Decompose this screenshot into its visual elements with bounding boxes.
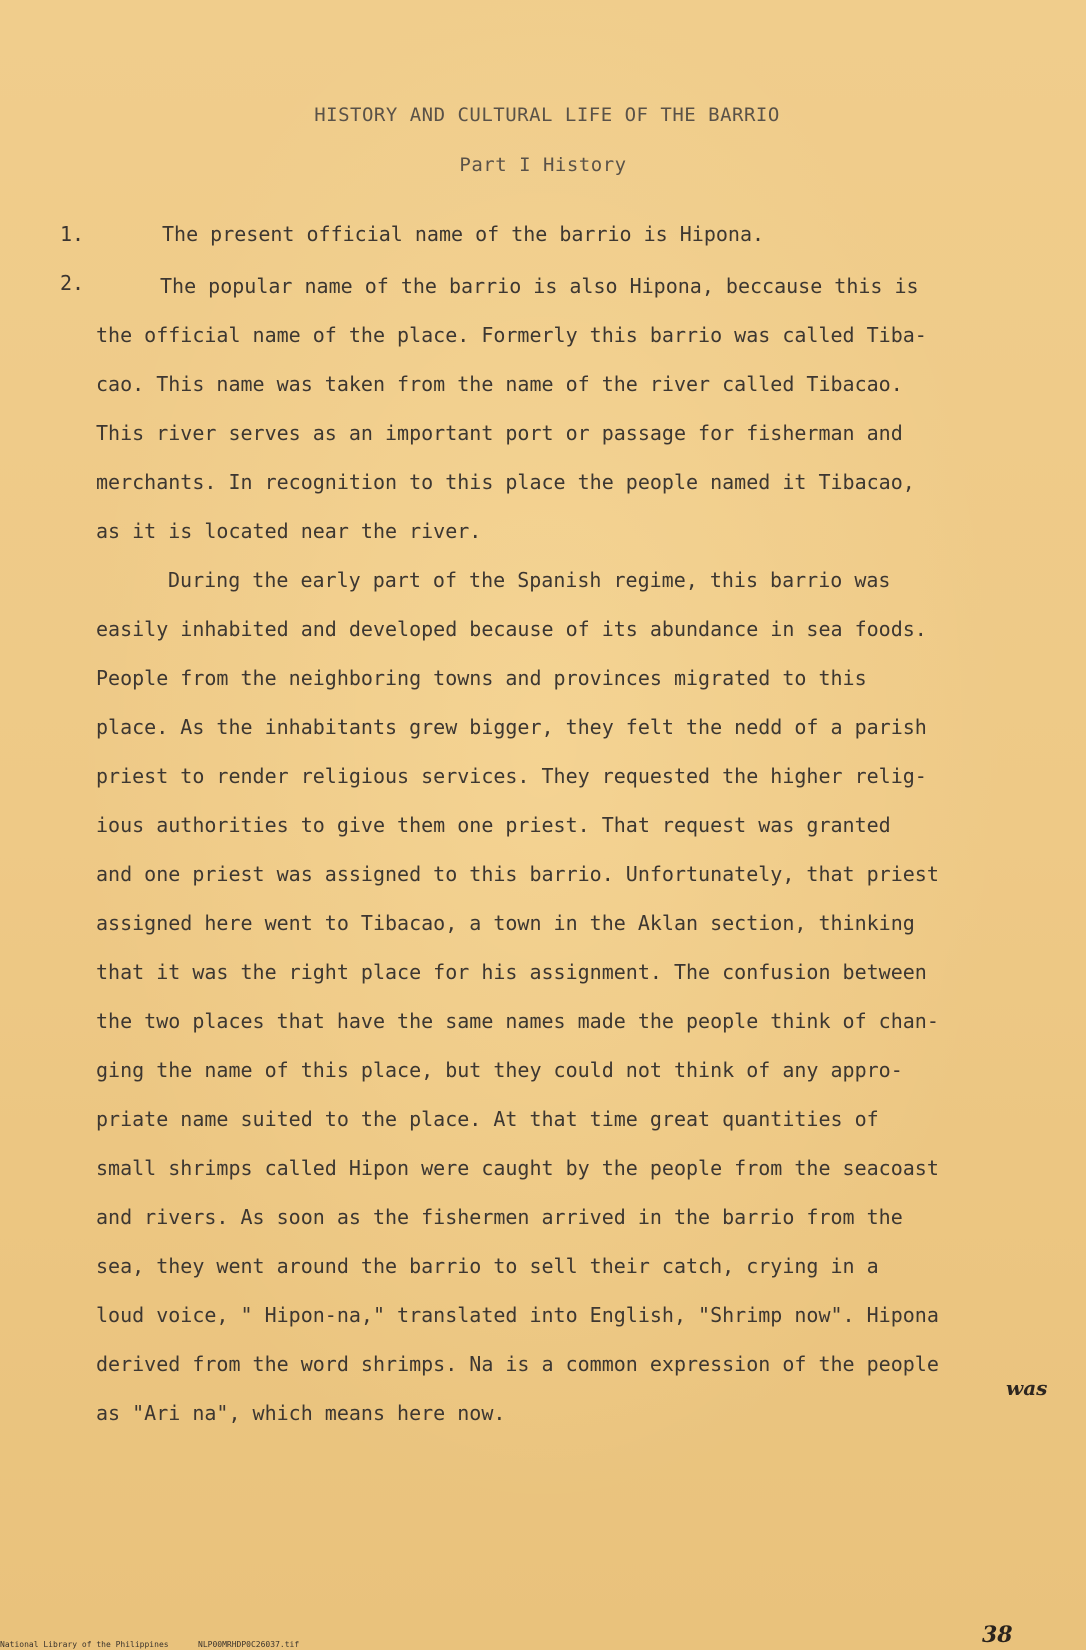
paragraph-line: priate name suited to the place. At that time great quantities of — [96, 1107, 879, 1131]
paragraph-line: priest to render religious services. They requested the higher relig- — [96, 764, 927, 788]
footer-library: National Library of the Philippines — [0, 1640, 169, 1649]
paragraph-line: ious authorities to give them one priest. That request was granted — [96, 813, 891, 837]
item-number-1: 1. — [60, 222, 85, 246]
item-2-line: This river serves as an important port or passage for fisherman and — [96, 421, 903, 445]
item-2-line: the official name of the place. Formerly this barrio was called Tiba- — [96, 323, 927, 347]
handwritten-insert: was — [1006, 1376, 1048, 1400]
paragraph-line: and one priest was assigned to this barrio. Unfortunately, that priest — [96, 862, 939, 886]
paragraph-line: small shrimps called Hipon were caught by the people from the seacoast — [96, 1156, 939, 1180]
paragraph-line: easily inhabited and developed because of its abundance in sea foods. — [96, 617, 927, 641]
footer-filename: NLP00MRHDP0C26037.tif — [198, 1640, 300, 1649]
item-2-line: merchants. In recognition to this place the people named it Tibacao, — [96, 470, 915, 494]
paragraph-line: ging the name of this place, but they could not think of any appro- — [96, 1058, 903, 1082]
paragraph-line: People from the neighboring towns and provinces migrated to this — [96, 666, 867, 690]
item-1-line: The present official name of the barrio is Hipona. — [162, 222, 765, 246]
item-2-line: The popular name of the barrio is also Hipona, beccause this is — [160, 274, 919, 298]
section-title: Part I History — [459, 154, 627, 176]
paragraph-line: the two places that have the same names made the people think of chan- — [96, 1009, 939, 1033]
page-number-mark: 38 — [982, 1622, 1013, 1648]
paragraph-line: loud voice, " Hipon-na," translated into English, "Shrimp now". Hipona — [96, 1303, 939, 1327]
paragraph-line: and rivers. As soon as the fishermen arrived in the barrio from the — [96, 1205, 903, 1229]
paragraph-line: assigned here went to Tibacao, a town in the Aklan section, thinking — [96, 911, 915, 935]
paragraph-line: derived from the word shrimps. Na is a common expression of the people — [96, 1352, 939, 1376]
paragraph-line: that it was the right place for his assignment. The confusion between — [96, 960, 927, 984]
document-title: HISTORY AND CULTURAL LIFE OF THE BARRIO — [314, 104, 780, 126]
item-2-line: as it is located near the river. — [96, 519, 482, 543]
paragraph-line: place. As the inhabitants grew bigger, they felt the nedd of a parish — [96, 715, 927, 739]
item-number-2: 2. — [60, 271, 85, 295]
paragraph-line: During the early part of the Spanish regime, this barrio was — [168, 568, 891, 592]
paragraph-line: sea, they went around the barrio to sell their catch, crying in a — [96, 1254, 879, 1278]
paragraph-line: as "Ari na", which means here now. — [96, 1401, 506, 1425]
item-2-line: cao. This name was taken from the name of the river called Tibacao. — [96, 372, 903, 396]
